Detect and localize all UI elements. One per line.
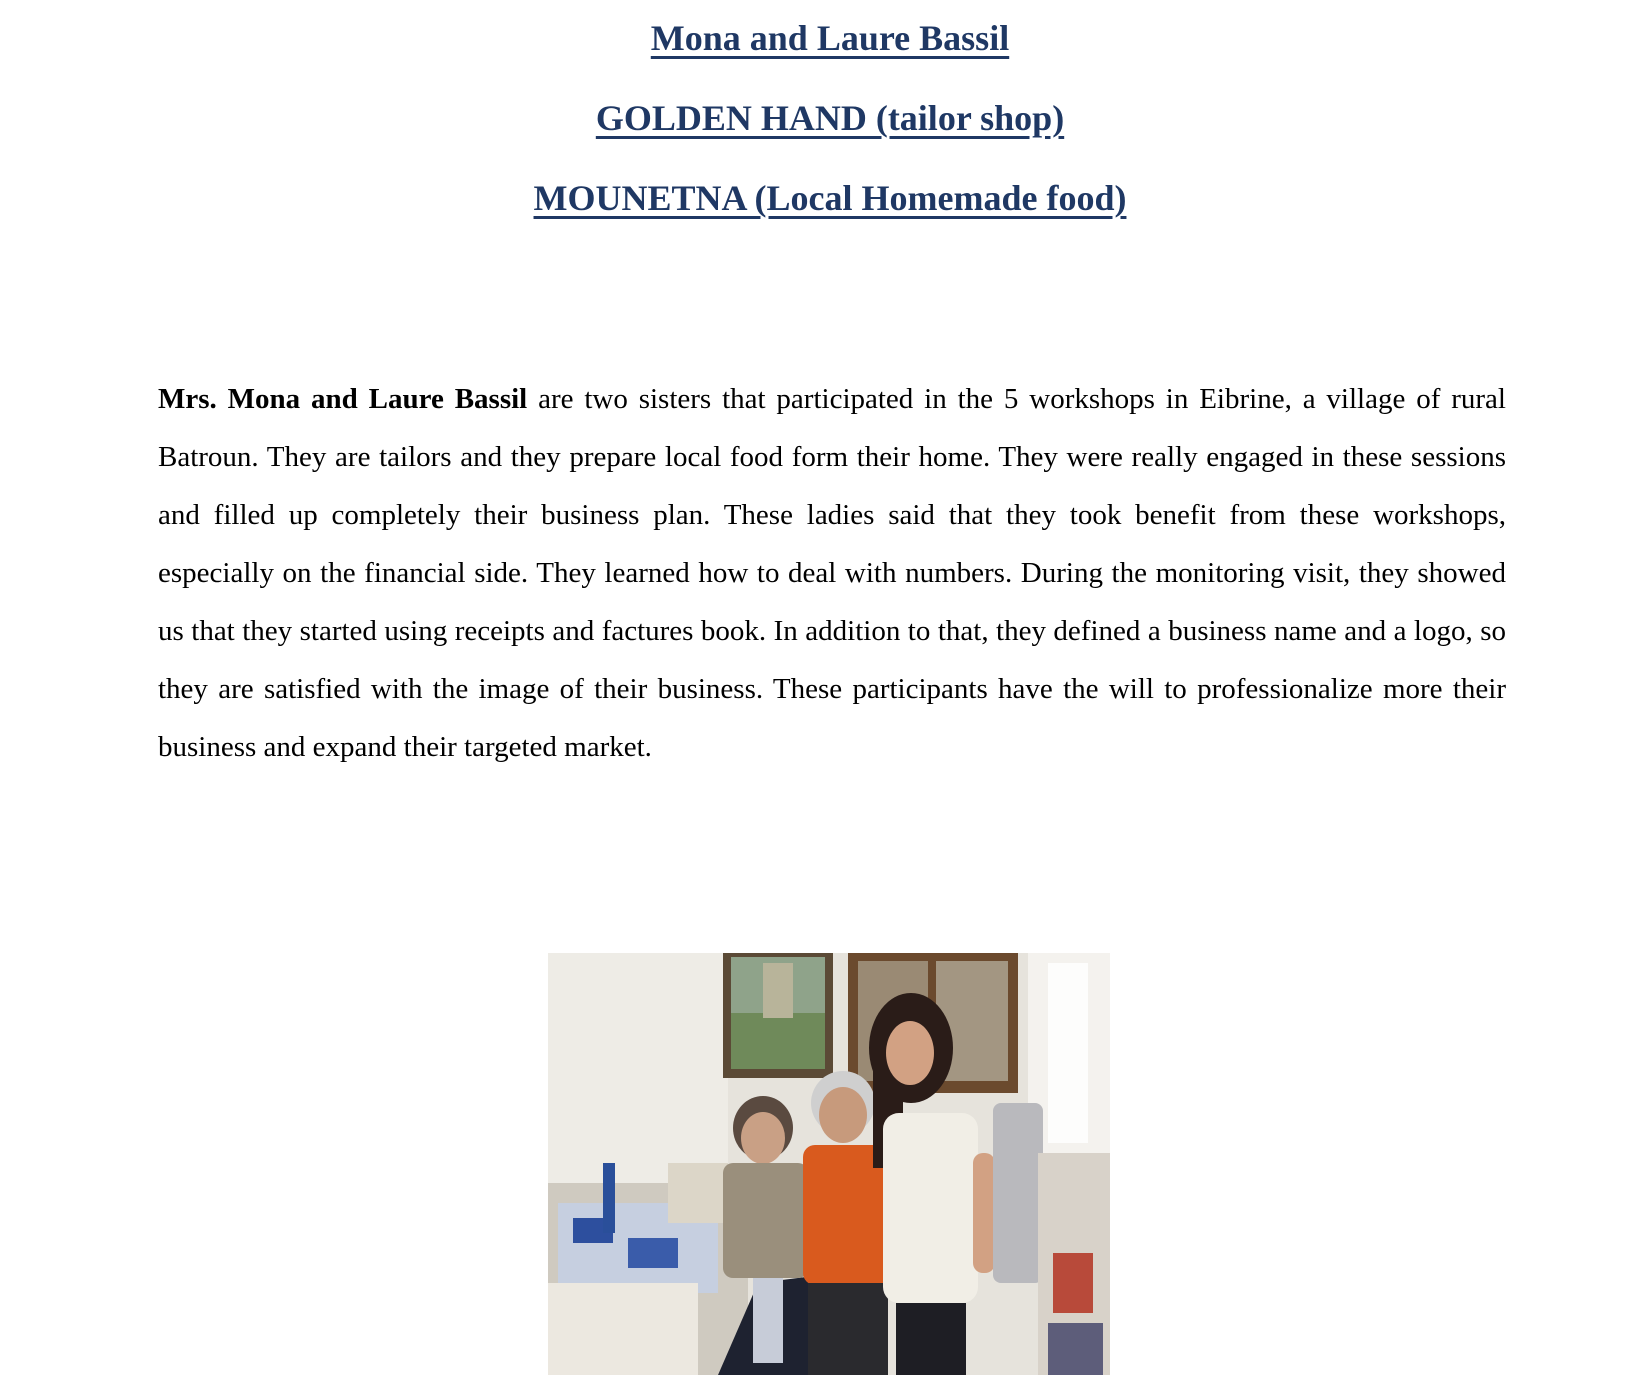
title-block bbox=[0, 18, 1635, 258]
body-paragraph bbox=[158, 370, 1506, 776]
heading-names: Mona and Laure Bassil bbox=[650, 18, 1010, 58]
heading-business-food: MOUNETNA (Local Homemade food) bbox=[533, 178, 1127, 218]
body-text: are two sisters that participated in the 5 workshops in Eibrine, a village of rural Batroun. They are tailors and they prepare local food form their home. They were really engaged in these sessions and filled up completely their business plan. These ladies said that they took benefit from these workshops, especially on the financial side. They learned how to deal with numbers. During the monitoring visit, they showed us that they started using receipts and factures book. In addition to that, they defined a business name and a logo, so they are satisfied with the image of their business. These participants have the will to professionalize more their business and expand their targeted market. bbox=[158, 383, 1506, 763]
participants-photo bbox=[548, 953, 1110, 1375]
heading-business-tailor: GOLDEN HAND (tailor shop) bbox=[595, 98, 1065, 138]
body-lead: Mrs. Mona and Laure Bassil bbox=[158, 383, 528, 415]
